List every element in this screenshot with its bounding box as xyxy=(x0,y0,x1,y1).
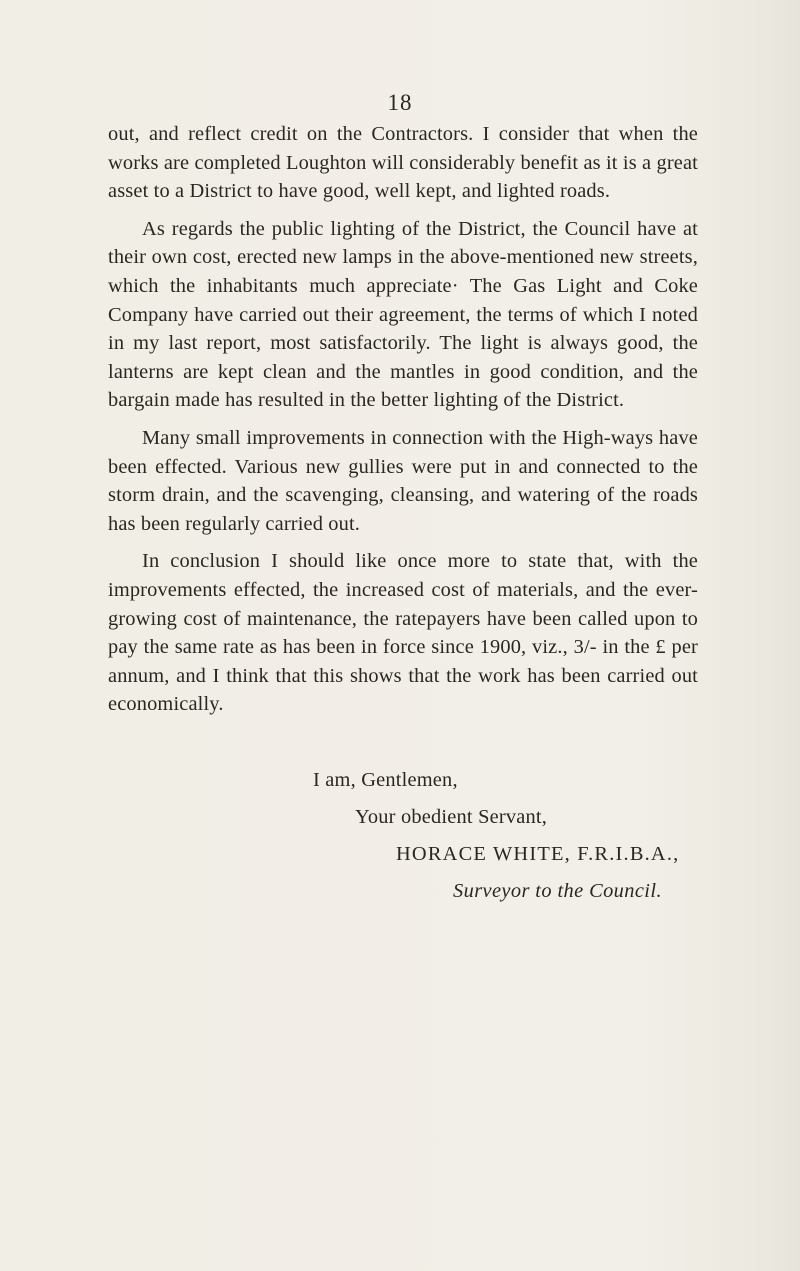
signature-name: HORACE WHITE, F.R.I.B.A., xyxy=(396,843,680,865)
signature-title: Surveyor to the Council. xyxy=(453,880,662,902)
paragraph-highway-improvements: Many small improvements in connection with the High-ways have been effected. Various new gullies were put in and connected to the storm drain, and the scavenging, cleansing, and watering of the roads has been regularly carried out. xyxy=(108,426,698,535)
valediction: Your obedient Servant, xyxy=(355,806,548,828)
paragraph-contractors: out, and reflect credit on the Contractors. I consider that when the works are completed Loughton will considerably benefit as it is a great asset to a District to have good, well kept, and lighted roads. xyxy=(108,123,698,203)
paragraph-public-lighting: As regards the public lighting of the District, the Council have at their own cost, erected new lamps in the above-mentioned new streets, which the inhabitants much appreciate· The Gas Light and Coke Company have carried out their agreement, the terms of which I noted in my last report, most satisfactorily. The light is always good, the lanterns are kept clean and the mantles in good condition, and the bargain made has resulted in the better lighting of the District. xyxy=(108,217,698,412)
paragraph-conclusion: In conclusion I should like once more to state that, with the improvements effected, the increased cost of materials, and the ever-growing cost of maintenance, the ratepayers have been called upon to pay the same rate as has been in force since 1900, viz., 3/- in the £ per annum, and I think that this shows that the work has been carried out economically. xyxy=(108,550,698,716)
salutation: I am, Gentlemen, xyxy=(313,769,458,791)
report-body xyxy=(108,120,698,728)
page-number: 18 xyxy=(387,90,413,115)
